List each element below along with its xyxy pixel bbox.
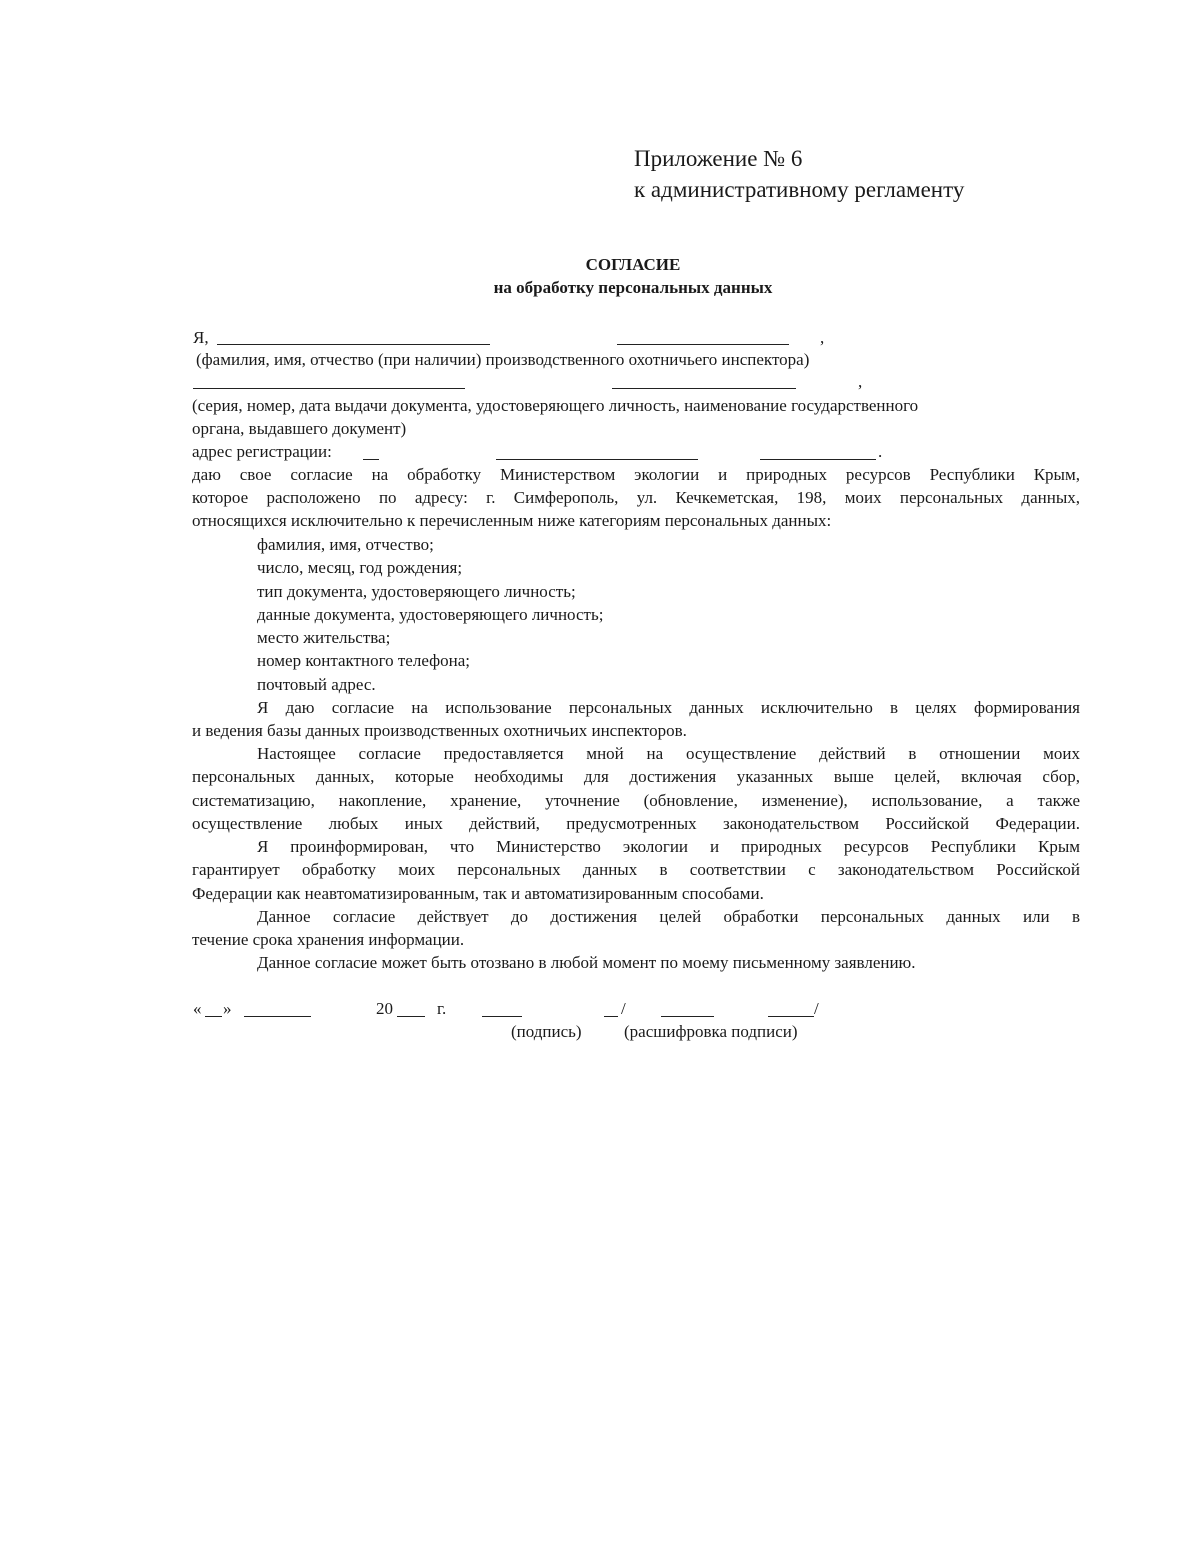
decode-line-2 [768,1016,814,1017]
signature-line-2 [604,1016,618,1017]
address-end: . [878,442,883,461]
year-line [397,1016,425,1017]
i-label: Я, [193,328,209,347]
signature-label: (подпись) [511,1022,582,1041]
actions-line-2: персональных данных, которые необходимы для достижения указанных выше целей, включая сбор, [192,767,1080,786]
appendix-number: Приложение № 6 [634,146,803,171]
actions-line-3: систематизацию, накопление, хранение, уточнение (обновление, изменение), использование, а также [192,791,1080,810]
category-item: число, месяц, год рождения; [257,558,463,577]
actions-line-4: осуществление любых иных действий, предусмотренных законодательством Российской Федерации. [192,814,1080,833]
informed-line-3: Федерации как неавтоматизированным, так и автоматизированным способами. [192,884,764,903]
date-day-line [205,1016,222,1017]
purpose-line-1: Я даю согласие на использование персональных данных исключительно в целях формирования [257,698,1080,717]
document-title: СОГЛАСИЕ [585,255,681,274]
doc-hint-line1: (серия, номер, дата выдачи документа, удостоверяющего личность, наименование государственного [192,396,919,415]
signature-line-1 [482,1016,522,1017]
appendix-regulation: к административному регламенту [634,177,965,202]
document-subtitle: на обработку персональных данных [493,278,773,297]
informed-line-1: Я проинформирован, что Министерство экологии и природных ресурсов Республики Крым [257,837,1080,856]
doc-line-1 [193,388,465,389]
category-item: номер контактного телефона; [257,651,470,670]
purpose-line-2: и ведения базы данных производственных охотничьих инспекторов. [192,721,687,740]
validity-line-2: течение срока хранения информации. [192,930,465,949]
consent-line-2: которое расположено по адресу: г. Симферополь, ул. Кечкеметская, 198, моих персональных данных, [192,488,1080,507]
signature-decode-label: (расшифровка подписи) [624,1022,798,1041]
doc-hint-line2: органа, выдавшего документ) [192,419,407,438]
fio-line-1 [217,344,490,345]
date-close-quote: » [223,999,232,1018]
consent-line-1: даю свое согласие на обработку Министерством экологии и природных ресурсов Республики Крым, [192,465,1080,484]
address-line-3 [760,459,876,460]
year-prefix: 20 [376,999,393,1018]
fio-hint: (фамилия, имя, отчество (при наличии) производственного охотничьего инспектора) [196,350,810,369]
revoke-line: Данное согласие может быть отозвано в любой момент по моему письменному заявлению. [257,953,916,972]
validity-line-1: Данное согласие действует до достижения целей обработки персональных данных или в [257,907,1080,926]
address-label: адрес регистрации: [192,442,332,461]
doc-comma: , [858,372,863,391]
fio-comma: , [820,328,825,347]
signature-slash-2: / [814,999,819,1018]
address-line-1 [363,459,379,460]
address-line-2 [496,459,698,460]
doc-line-2 [612,388,796,389]
date-open-quote: « [193,999,202,1018]
actions-line-1: Настоящее согласие предоставляется мной на осуществление действий в отношении моих [257,744,1080,763]
category-item: тип документа, удостоверяющего личность; [257,582,576,601]
fio-line-2 [617,344,789,345]
consent-line-3: относящихся исключительно к перечисленным ниже категориям персональных данных: [192,511,832,530]
signature-slash-1: / [621,999,626,1018]
date-month-line [244,1016,311,1017]
decode-line-1 [661,1016,714,1017]
category-item: место жительства; [257,628,391,647]
informed-line-2: гарантирует обработку моих персональных данных в соответствии с законодательством Российской [192,860,1080,879]
category-item: данные документа, удостоверяющего личность; [257,605,604,624]
category-item: почтовый адрес. [257,675,376,694]
category-item: фамилия, имя, отчество; [257,535,434,554]
year-suffix: г. [437,999,447,1018]
